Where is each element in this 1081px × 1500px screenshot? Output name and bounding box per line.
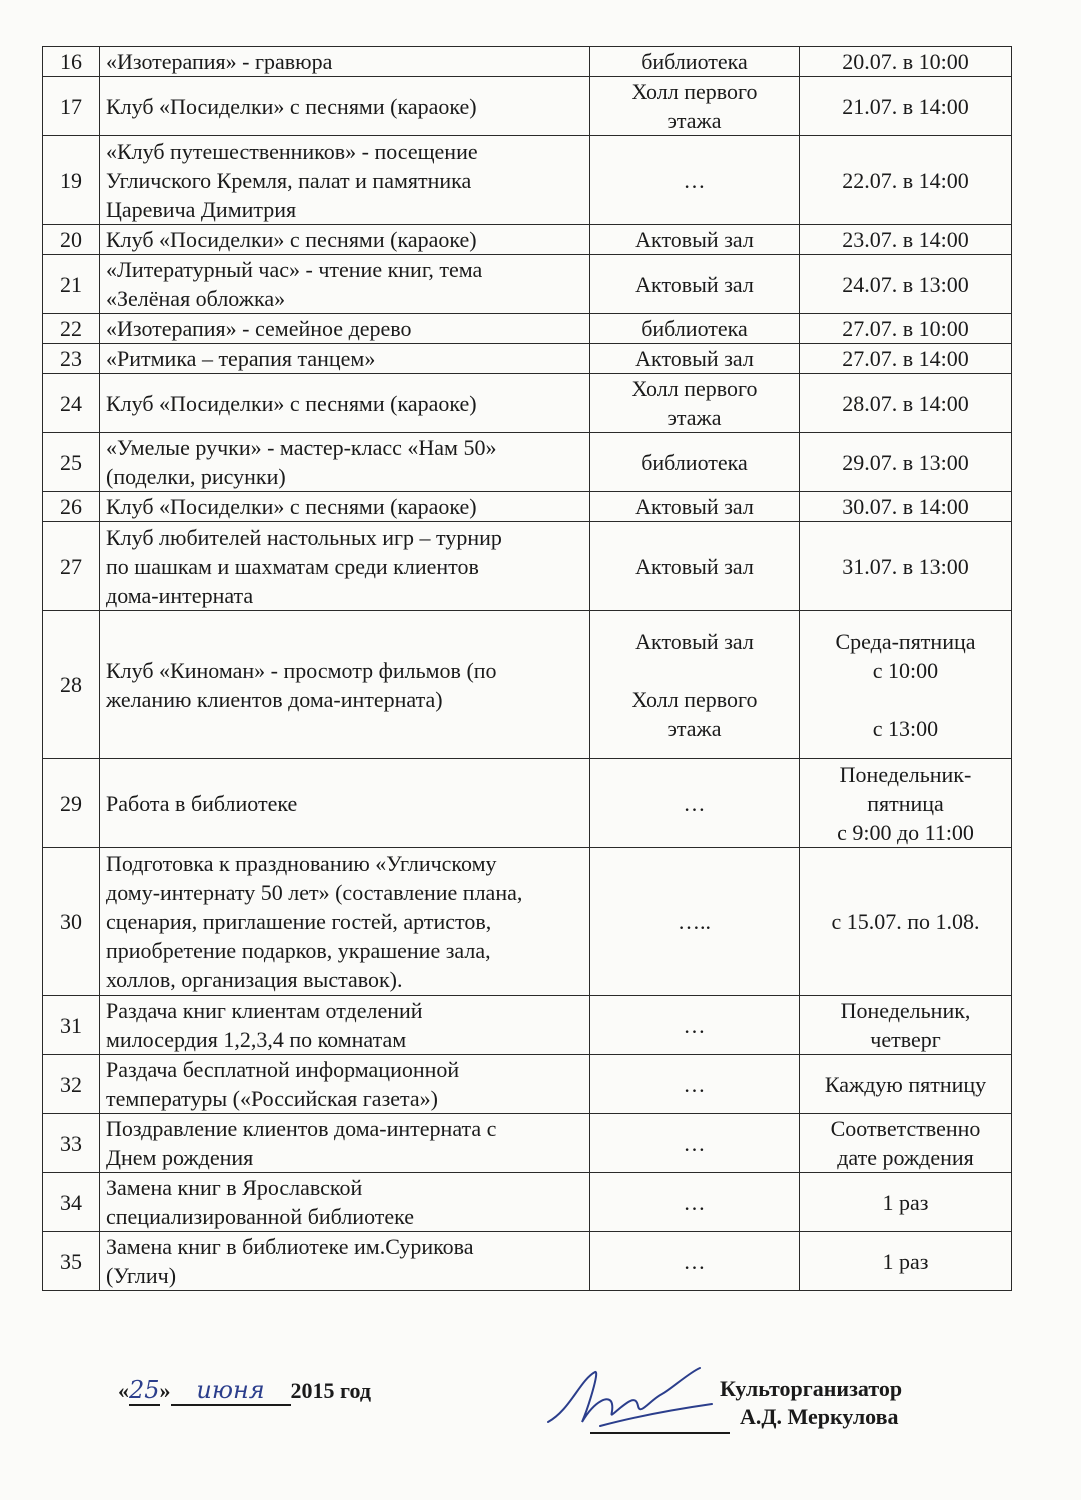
row-number: 29 [43,759,100,848]
row-time: 20.07. в 10:00 [800,47,1012,77]
row-number: 21 [43,255,100,314]
table-row [43,522,1012,611]
row-title: «Умелые ручки» - мастер-класс «Нам 50» (поделки, рисунки) [100,433,590,492]
row-title: Клуб любителей настольных игр – турнир по шашкам и шахматам среди клиентов дома-интерната [100,522,590,611]
row-place: библиотека [590,314,800,344]
signer-name: А.Д. Меркулова [740,1404,899,1429]
row-place: Актовый зал [590,344,800,374]
row-time: 21.07. в 14:00 [800,77,1012,136]
row-time-b: с 13:00 [872,715,939,741]
signature-line [590,1432,730,1434]
table-row [43,1055,1012,1114]
table-row [43,1232,1012,1291]
table-row [43,996,1012,1055]
row-time: 31.07. в 13:00 [800,522,1012,611]
row-place: Актовый зал [590,255,800,314]
row-number: 34 [43,1173,100,1232]
row-time: Понедельник- пятница с 9:00 до 11:00 [800,759,1012,848]
handwritten-signature [540,1360,730,1440]
row-title: «Клуб путешественников» - посещение Угличского Кремля, палат и памятника Царевича Димитрия [100,136,590,225]
row-time: Каждую пятницу [800,1055,1012,1114]
row-title: Раздача бесплатной информационной температуры («Российская газета») [100,1055,590,1114]
row-place: … [590,136,800,225]
table-row [43,314,1012,344]
row-title: Клуб «Киноман» - просмотр фильмов (по желанию клиентов дома-интерната) [100,611,590,759]
row-place: … [590,759,800,848]
date-month: июня [171,1376,291,1406]
row-title: Подготовка к празднованию «Угличскому дому-интернату 50 лет» (составление плана, сценария, приглашение гостей, артистов, приобретение подарков, украшение зала, холлов, организация выставок). [100,848,590,996]
row-title: Замена книг в библиотеке им.Сурикова (Углич) [100,1232,590,1291]
row-number: 17 [43,77,100,136]
row-time [800,611,1012,759]
table-row [43,1114,1012,1173]
table-row [43,225,1012,255]
table-row [43,433,1012,492]
row-time: 1 раз [800,1173,1012,1232]
row-number: 35 [43,1232,100,1291]
row-time: Соответственно дате рождения [800,1114,1012,1173]
row-time: 22.07. в 14:00 [800,136,1012,225]
row-number: 30 [43,848,100,996]
row-time-a: Среда-пятница с 10:00 [835,628,976,683]
row-place-b: Холл первого этажа [631,686,758,741]
row-number: 25 [43,433,100,492]
row-number: 24 [43,374,100,433]
row-number: 20 [43,225,100,255]
row-time: 24.07. в 13:00 [800,255,1012,314]
row-time: с 15.07. по 1.08. [800,848,1012,996]
row-number: 32 [43,1055,100,1114]
table-row [43,374,1012,433]
row-number: 23 [43,344,100,374]
schedule-body-2 [43,759,1012,1291]
schedule-body [43,47,1012,611]
row-place: Актовый зал [590,225,800,255]
table-row [43,848,1012,996]
row-place: Актовый зал [590,492,800,522]
row-title: «Изотерапия» - гравюра [100,47,590,77]
row-title: Работа в библиотеке [100,759,590,848]
table-row [43,255,1012,314]
row-time: 29.07. в 13:00 [800,433,1012,492]
row-title: Замена книг в Ярославской специализированной библиотеке [100,1173,590,1232]
row-place: ….. [590,848,800,996]
row-place: … [590,1055,800,1114]
table-row [43,77,1012,136]
date-day: 25 [129,1376,160,1404]
row-place: Актовый зал [590,522,800,611]
row-number: 22 [43,314,100,344]
row-place: библиотека [590,47,800,77]
row-place [590,611,800,759]
row-time: 30.07. в 14:00 [800,492,1012,522]
row-place-a: Актовый зал [635,628,754,654]
row-time: 1 раз [800,1232,1012,1291]
row-number: 26 [43,492,100,522]
schedule-table [42,46,1012,1291]
table-row [43,344,1012,374]
row-place: … [590,1114,800,1173]
date-year: 2015 год [290,1378,371,1403]
row-time: 23.07. в 14:00 [800,225,1012,255]
row-time: 28.07. в 14:00 [800,374,1012,433]
row-number: 33 [43,1114,100,1173]
row-title: Клуб «Посиделки» с песнями (караоке) [100,77,590,136]
row-place: библиотека [590,433,800,492]
signer-position: Культорганизатор [720,1376,903,1401]
schedule-row-28 [43,611,1012,759]
table-row [43,136,1012,225]
row-title: Клуб «Посиделки» с песнями (караоке) [100,492,590,522]
row-title: «Ритмика – терапия танцем» [100,344,590,374]
row-time: 27.07. в 10:00 [800,314,1012,344]
row-title: Поздравление клиентов дома-интерната с Днем рождения [100,1114,590,1173]
table-row [43,611,1012,759]
table-row [43,47,1012,77]
row-place: … [590,1173,800,1232]
row-title: Раздача книг клиентам отделений милосердия 1,2,3,4 по комнатам [100,996,590,1055]
row-place: … [590,1232,800,1291]
row-number: 31 [43,996,100,1055]
signature-date: «25» июня 2015 год [118,1376,371,1404]
row-place: … [590,996,800,1055]
table-row [43,492,1012,522]
row-number: 27 [43,522,100,611]
table-row [43,759,1012,848]
row-number: 28 [43,611,100,759]
row-title: Клуб «Посиделки» с песнями (караоке) [100,374,590,433]
row-title: Клуб «Посиделки» с песнями (караоке) [100,225,590,255]
row-time: Понедельник, четверг [800,996,1012,1055]
row-number: 16 [43,47,100,77]
row-number: 19 [43,136,100,225]
row-time: 27.07. в 14:00 [800,344,1012,374]
row-title: «Литературный час» - чтение книг, тема «Зелёная обложка» [100,255,590,314]
table-row [43,1173,1012,1232]
row-place: Холл первого этажа [590,374,800,433]
row-place: Холл первого этажа [590,77,800,136]
row-title: «Изотерапия» - семейное дерево [100,314,590,344]
